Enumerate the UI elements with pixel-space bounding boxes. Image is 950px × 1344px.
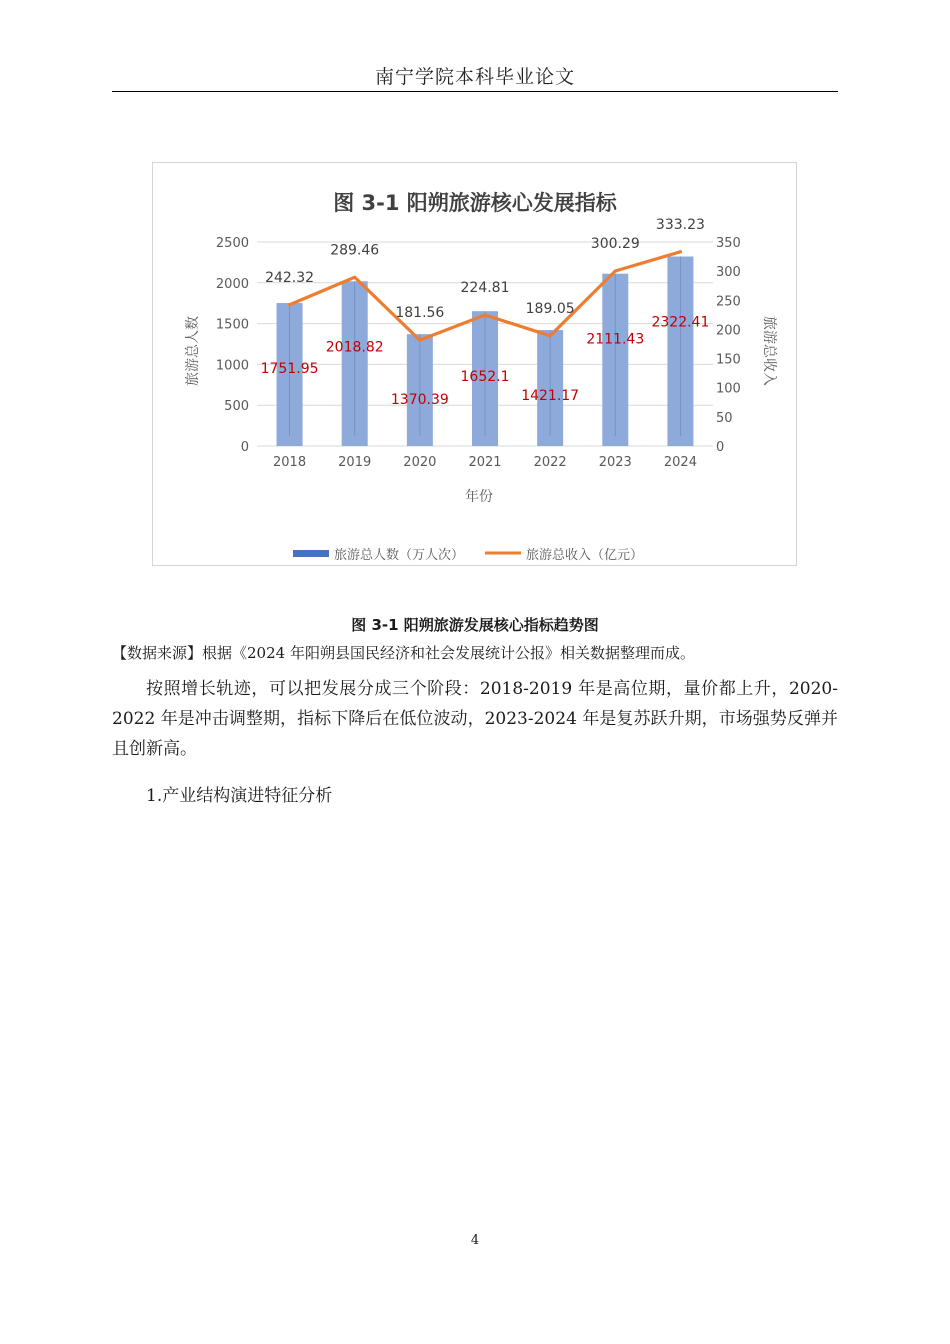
line-point [288,303,291,306]
y-left-tick-label: 2000 [215,276,249,292]
x-tick-label: 2024 [663,455,697,470]
x-tick-label: 2022 [533,455,567,470]
x-tick-label: 2020 [403,455,437,470]
y-axis-left-title: 旅游总人数 [185,316,201,386]
bar-value-label: 2322.41 [651,314,710,331]
body-paragraph: 按照增长轨迹，可以把发展分成三个阶段：2018-2019 年是高位期，量价都上升，2020-2022 年是冲击调整期，指标下降后在低位波动，2023-2024 年是复苏跃升期，市场强势反弹并且创新高。 [112,679,838,759]
line-point [484,313,487,316]
running-header: 南宁学院本科毕业论文 [374,66,575,88]
data-source-note: 【数据来源】根据《2024 年阳朔县国民经济和社会发展统计公报》相关数据整理而成。 [112,644,695,662]
y-left-tick-label: 0 [240,440,249,455]
line-point [614,269,617,272]
line-value-label: 242.32 [265,269,315,286]
y-right-tick-label: 50 [716,410,733,426]
combo-chart [152,162,797,566]
legend-bar-label: 旅游总人数（万人次） [334,548,465,563]
x-tick-label: 2023 [598,455,632,470]
y-right-tick-label: 100 [716,381,741,397]
x-axis-title: 年份 [465,489,493,505]
legend [293,547,643,563]
y-right-tick-label: 300 [716,265,741,281]
line-point [679,250,682,253]
x-tick-label: 2018 [273,455,307,470]
y-right-tick-label: 250 [716,294,741,310]
section-subheading: 1.产业结构演进特征分析 [146,786,333,806]
x-tick-label: 2019 [338,455,372,470]
line-value-label: 189.05 [525,300,575,317]
y-left-tick-label: 1500 [215,317,249,333]
line-value-label: 300.29 [590,235,640,252]
y-left-tick-label: 2500 [215,236,249,251]
header-rule [112,91,838,92]
bar-value-label: 1652.1 [460,369,510,386]
y-left-tick-label: 1000 [215,358,249,374]
y-right-tick-label: 200 [716,323,741,339]
line-value-label: 224.81 [460,279,510,296]
y-right-tick-label: 350 [716,236,741,251]
line-point [418,339,421,342]
line-value-label: 333.23 [655,216,705,233]
y-right-tick-label: 150 [716,352,741,368]
line-point [549,334,552,337]
bar-value-label: 2111.43 [586,331,645,348]
bar-value-label: 1421.17 [521,388,580,405]
y-axis-right-title: 旅游总收入 [761,316,777,386]
bar-value-label: 1751.95 [260,361,319,378]
line-point [353,276,356,279]
y-right-tick-label: 0 [716,440,725,455]
figure-caption: 图 3-1 阳朔旅游发展核心指标趋势图 [351,616,599,634]
line-value-label: 289.46 [330,242,380,259]
chart-canvas [153,163,798,567]
x-tick-label: 2021 [468,455,502,470]
line-value-label: 181.56 [395,305,445,322]
legend-bar-swatch [293,550,329,557]
bar-value-label: 1370.39 [390,392,449,409]
page-number: 4 [470,1233,480,1248]
legend-line-label: 旅游总收入（亿元） [526,548,644,563]
chart-title: 图 3-1 阳朔旅游核心发展指标 [333,191,617,215]
bar-value-label: 2018.82 [325,339,384,356]
y-left-tick-label: 500 [224,399,249,415]
